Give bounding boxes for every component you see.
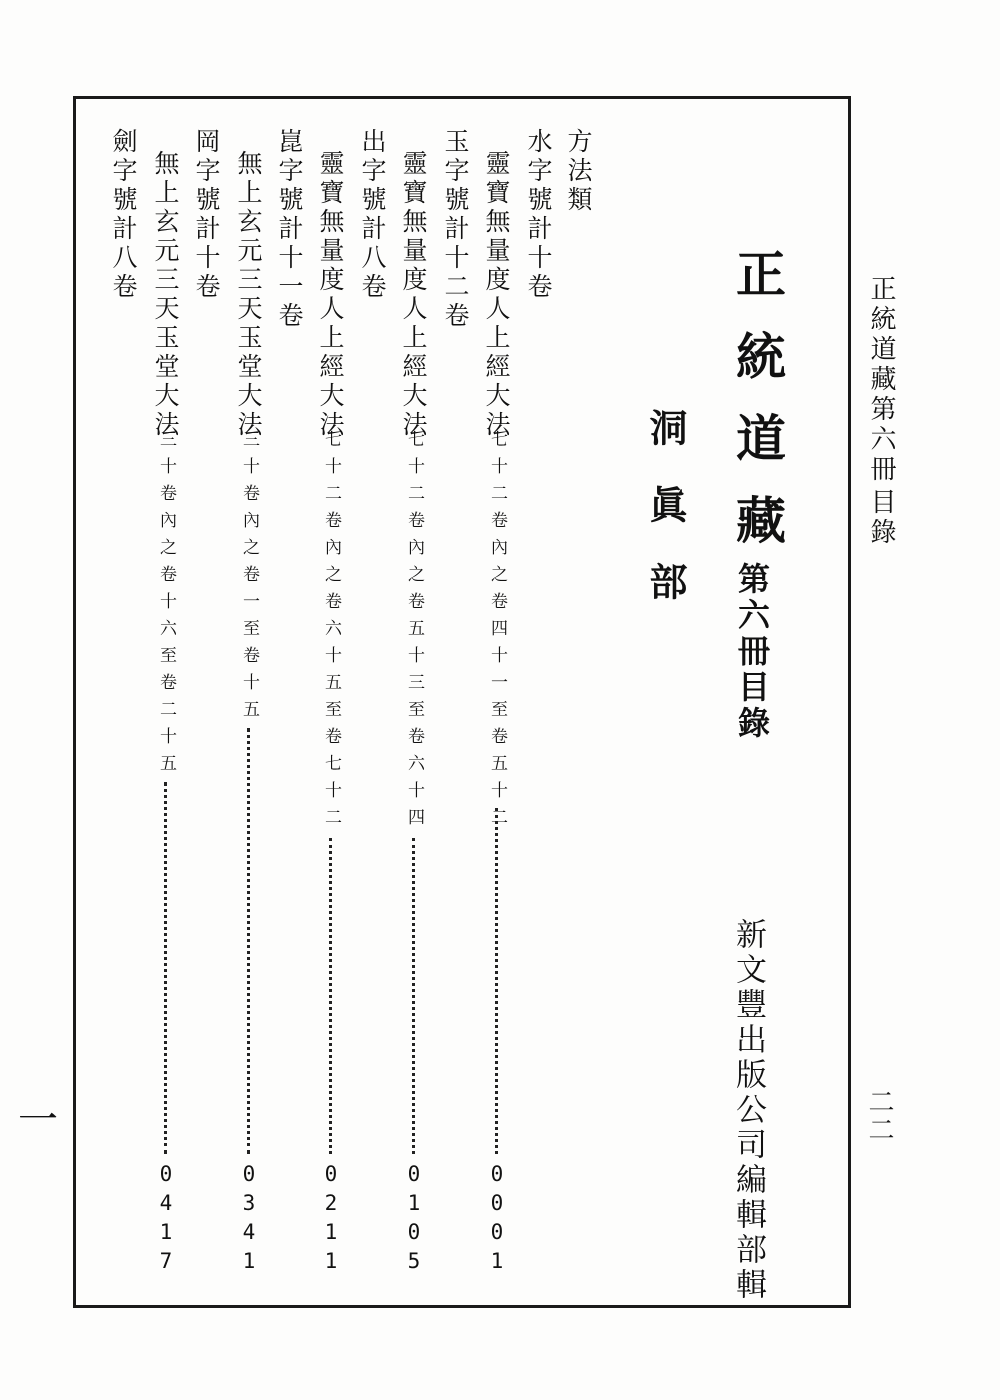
entry-note: 七十二卷內之卷五十三至卷六十四 — [404, 430, 424, 835]
dot-leader — [247, 728, 253, 1154]
group-heading: 水字號計十卷 — [524, 128, 553, 302]
entry-title: 靈寶無量度人上經大法 — [399, 150, 428, 440]
publisher-credit: 新文豐出版公司編輯部輯 — [730, 918, 766, 1303]
entry-page-number: 0 1 0 5 — [407, 1162, 421, 1273]
entry-page-number: 0 2 1 1 — [324, 1162, 338, 1273]
group-heading: 崑字號計十一卷 — [275, 128, 304, 331]
entry-note: 三十卷內之卷十六至卷二十五 — [156, 430, 176, 781]
page-number: 二二 — [864, 1088, 894, 1144]
entry-title: 無上玄元三天玉堂大法 — [234, 150, 263, 440]
entry-note: 七十二卷內之卷六十五至卷七十二 — [321, 430, 341, 835]
group-heading: 劍字號計八卷 — [109, 128, 138, 302]
entry-title: 靈寶無量度人上經大法 — [316, 150, 345, 440]
group-heading: 出字號計八卷 — [358, 128, 387, 302]
entry-page-number: 0 0 0 1 — [490, 1162, 504, 1273]
running-header-title: 正統道藏第六冊 — [866, 275, 896, 485]
dot-leader — [495, 808, 501, 1154]
group-heading: 岡字號計十卷 — [192, 128, 221, 302]
group-heading: 玉字號計十二卷 — [441, 128, 470, 331]
dot-leader — [412, 838, 418, 1154]
entry-title: 靈寶無量度人上經大法 — [482, 150, 511, 440]
entry-note: 七十二卷內之卷四十一至卷五十二 — [487, 430, 507, 835]
dot-leader — [164, 782, 170, 1154]
entry-page-number: 0 3 4 1 — [242, 1162, 256, 1273]
dot-leader — [329, 838, 335, 1154]
side-mark: 一 — [18, 1097, 58, 1143]
main-title: 正統道藏 — [728, 248, 786, 576]
volume-title: 第六冊目錄 — [733, 562, 771, 742]
entry-page-number: 0 4 1 7 — [159, 1162, 173, 1273]
entry-note: 三十卷內之卷一至卷十五 — [239, 430, 259, 727]
entry-title: 無上玄元三天玉堂大法 — [151, 150, 180, 440]
category-heading: 方法類 — [564, 128, 593, 215]
division-title: 洞眞部 — [643, 408, 687, 639]
running-header-section: 目錄 — [866, 488, 896, 548]
